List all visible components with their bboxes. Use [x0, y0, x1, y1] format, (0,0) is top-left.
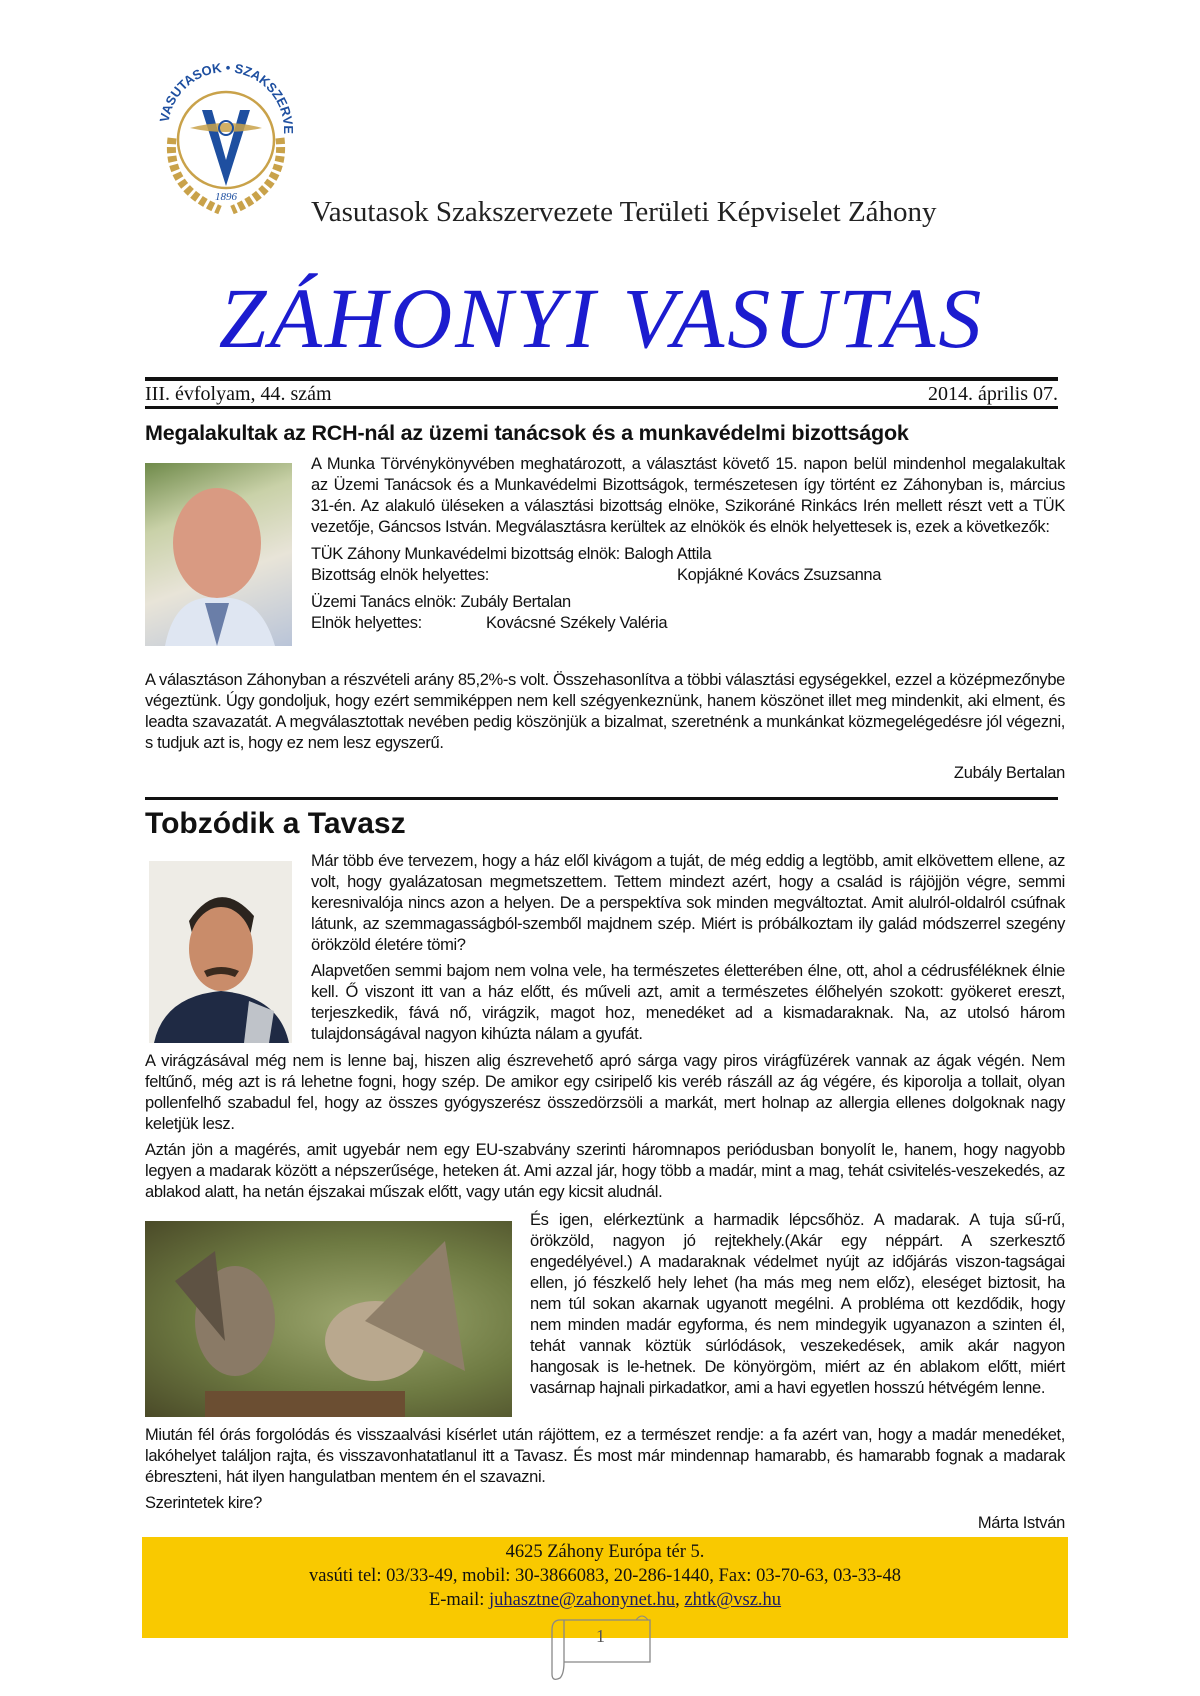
page-number-scroll [550, 1612, 660, 1682]
organization-name: Vasutasok Szakszervezete Területi Képviselet Záhony [311, 196, 937, 228]
footer-phones: vasúti tel: 03/33-49, mobil: 30-3866083, 20-286-1440, Fax: 03-70-63, 03-33-48 [309, 1566, 901, 1586]
email-link-juhasztne[interactable]: juhasztne@zahonynet.hu [489, 1590, 676, 1610]
svg-text:1896: 1896 [215, 191, 237, 203]
article2-paragraph: És igen, elérkeztünk a harmadik lépcsőhöz. A madarak. A tuja sű-rű, örökzöld, nagyon jó rejtekhely.(Akár egy néppárt. A szerkesztő engedélyével.) A madaraknak védelmet nyújt az időjárás viszon-tagságai ellen, jó fészkelő hely lehet (ha más meg nem előz), eleséget biztosit, ha nem túl sokan akarnak ugyanott megélni. A probléma ott kezdődik, hogy nem minden madár egyforma, és nem mindegyik ugyanazon a szinten él, tehát vannak köztük súrlódások, veszekedések, amik akár nagyon hangosak is le-hetnek. De könyörgöm, miért az én ablakom előtt, miért vasárnap hajnali pirkadatkor, ami a havi egyetlen hosszú hétvégém lenne. [530, 1211, 1065, 1397]
sparrows-photo [145, 1221, 512, 1417]
email-link-zhtk[interactable]: zhtk@vsz.hu [684, 1590, 782, 1610]
article2-paragraph: Miután fél órás forgolódás és visszaalvási kísérlet után rájöttem, ez a természet rendje: a fa azért van, hogy a madár menedéket, lakóhelyet találjon rajta, és visszavonhatatlanul itt a Tavasz. És most már mindennap hamarabb, és hamarabb fognak a madarak ébreszteni, hát ilyen hangulatban mentem én el szavazni. [145, 1426, 1065, 1486]
article2-author: Márta István [977, 1514, 1065, 1532]
bottom-rule [145, 406, 1058, 409]
article2-paragraph: Alapvetően semmi bajom nem volna vele, ha természetes életterében élne, ott, ahol a cédrusféléknek élnie kell. Ő viszont itt van a ház előtt, és műveli azt, amit a természetes élőhelyén szokott: gyökeret ereszt, terjeszkedik, fává nő, virágzik, magot hoz, menedéket ad a kismadaraknak. Na, az utolsó három tulajdonságával nagyon kihúzta nálam a gyufát. [311, 962, 1065, 1043]
footer-address: 4625 Záhony Európa tér 5. [505, 1542, 705, 1562]
role-row: Üzemi Tanács elnök: Zubály Bertalan [311, 593, 571, 611]
article1-body: A választáson Záhonyban a részvételi arány 85,2%-s volt. Összehasonlítva a többi választási egységekkel, ezzel a középmezőnybe végeztünk. Úgy gondoljuk, hogy ezért semmiképpen nem kell szégyenkeznünk, hanem köszönet illet meg mindenkit, aki elment, és leadta szavazatát. A megválasztottak nevében pedig köszönjük a bizalmat, szeretnénk a munkánkat közmegelégedésre jól végezni, s tudjuk azt is, hogy ez nem lesz egyszerű. [145, 671, 1065, 752]
author-photo-marta [149, 861, 292, 1043]
article-divider [145, 797, 1058, 800]
author-photo-zubaly [145, 463, 292, 646]
footer-email-line: E-mail: juhasztne@zahonynet.hu, zhtk@vsz.hu [428, 1590, 782, 1610]
newsletter-masthead: ZÁHONYI VASUTAS [218, 270, 985, 366]
role-row: Elnök helyettes: Kovácsné Székely Valéria [311, 614, 668, 632]
article2-middle-block [145, 1051, 1065, 1208]
issue-date: 2014. április 07. [928, 383, 1058, 405]
union-logo [150, 48, 302, 220]
role-list [311, 544, 1065, 634]
article2-intro-block [311, 851, 1065, 1050]
article2-closing: Szerintetek kire? [145, 1494, 262, 1512]
article1-intro-block [311, 454, 1065, 634]
issue-line [145, 383, 1058, 406]
top-rule [145, 377, 1058, 381]
article2-title: Tobzódik a Tavasz [145, 807, 406, 840]
article2-paragraph: Aztán jön a magérés, amit ugyebár nem egy EU-szabvány szerinti háromnapos periódusban bonyolít le, hanem, hogy nagyobb legyen a madarak között a népszerűsége, heteken át. Ami azzal jár, hogy több a madár, mint a mag, tehát csivitelés-veszekedés, az ablakod alatt, ha netán éjszakai műszak előtt, vagy után egy kicsit aludnál. [145, 1141, 1065, 1201]
role-row: TÜK Záhony Munkavédelmi bizottság elnök: Balogh Attila [311, 545, 712, 563]
role-row: Bizottság elnök helyettes: Kopjákné Kovács Zsuzsanna [311, 566, 882, 584]
article2-end-block [145, 1425, 1065, 1519]
issue-volume: III. évfolyam, 44. szám [145, 383, 332, 405]
article2-paragraph: A virágzásával még nem is lenne baj, hiszen alig észrevehető apró sárga vagy piros virágfüzérek vannak az ágak végén. Nem feltűnő, még azt is rá lehetne fogni, hogy szép. De amikor egy csiripelő kis veréb rászáll az ág végére, és kiporolja a tollait, olyan pollenfelhő szabadul fel, hogy az összes gyógyszerész összedörzsöli a markát, mert holnap az allergia ellenes dolgoknak nagy keletjük lesz. [145, 1052, 1065, 1133]
page-number: 1 [596, 1626, 605, 1646]
svg-text:VASUTASOK • SZAKSZERVEZETE: VASUTASOK • SZAKSZERVE [156, 59, 297, 135]
article1-title: Megalakultak az RCH-nál az üzemi tanácsok és a munkavédelmi bizottságok [145, 421, 909, 445]
article1-author: Zubály Bertalan [953, 764, 1065, 782]
article2-paragraph: Már több éve tervezem, hogy a ház elől kivágom a tuját, de még eddig a legtöbb, amit elkövettem ellene, az volt, hogy gyalázatosan megmetszettem. Tettem mindezt azért, hogy a család is rájöjjön végre, semmi keresnivalója nincs azon a helyen. De a perspektíva sok minden megváltoztat. Amit alulról-oldalról csúfnak látunk, az szemmagasságból-szemből majdnem szép. Miért is próbálkoztam ily galád módszerrel szegény örökzöld életére tömi? [311, 852, 1065, 954]
article1-intro: A Munka Törvénykönyvében meghatározott, a választást követő 15. napon belül mindenhol megalakultak az Üzemi Tanácsok és a Munkavédelmi Bizottságok, természetesen így történt ez Záhonyban is, március 31-én. Az alakuló üléseken a választási bizottság elnöke, Szikoráné Rinkács Irén mellett részt vett a TÜK vezetője, Gáncsos István. Megválasztásra kerültek az elnökök és elnök helyettesek is, ezek a következők: [311, 455, 1065, 536]
